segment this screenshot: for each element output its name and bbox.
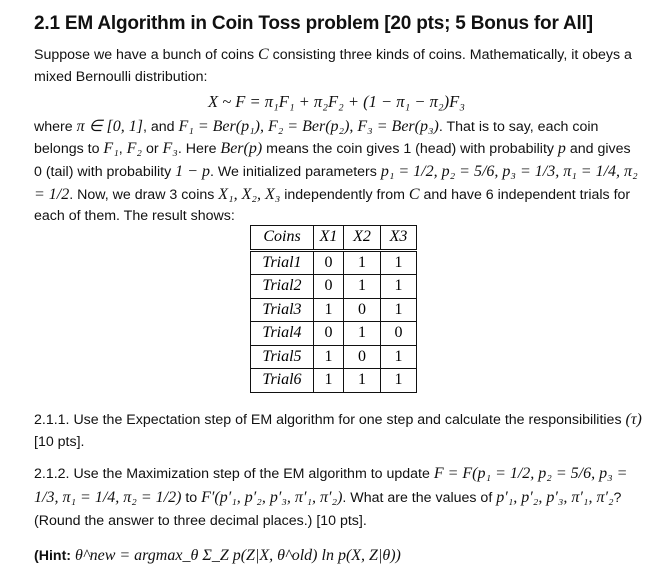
table-row <box>251 298 417 322</box>
definitions-paragraph: where π ∈ [0, 1], and F₁ = Ber(p₁), F₂ = Ber(p₂), F₃ = Ber(p₃). That is to say, each coin belongs to F₁, F₂ or F₃. Here Ber(p) means the coin gives 1 (head) with probability p and gives 0 (tail) with probability 1 − p. We initialized parameters p₁ = 1/2, p₂ = 5/6, p₃ = 1/3, π₁ = 1/4, π₂ = 1/2. Now, we draw 3 coins X₁, X₂, X₃ independently from C and have 6 independent trials for each of them. The result shows: <box>34 117 638 225</box>
trial-label: Trial5 <box>251 345 314 369</box>
table-row <box>251 250 417 275</box>
mixture-equation: X ~ F = π₁F₁ + π₂F₂ + (1 − π₁ − π₂)F₃ <box>208 92 465 112</box>
header-coins: Coins <box>251 226 314 251</box>
header-x1: X1 <box>314 226 344 251</box>
table-row <box>251 275 417 299</box>
cell: 1 <box>381 369 417 393</box>
header-x3: X3 <box>381 226 417 251</box>
cell: 0 <box>344 298 381 322</box>
cell: 1 <box>314 345 344 369</box>
table-row <box>251 345 417 369</box>
results-table <box>250 225 417 393</box>
table-header-row <box>251 226 417 251</box>
cell: 1 <box>381 345 417 369</box>
cell: 1 <box>344 250 381 275</box>
table-row <box>251 322 417 346</box>
cell: 0 <box>381 322 417 346</box>
trial-label: Trial1 <box>251 250 314 275</box>
trial-label: Trial6 <box>251 369 314 393</box>
header-x2: X2 <box>344 226 381 251</box>
intro-paragraph: Suppose we have a bunch of coins C consisting three kinds of coins. Mathematically, it obeys a mixed Bernoulli distribution: <box>34 46 632 85</box>
cell: 1 <box>344 275 381 299</box>
table-row <box>251 369 417 393</box>
question-2-1-1: 2.1.1. Use the Expectation step of EM algorithm for one step and calculate the responsibilities (τ) [10 pts]. <box>34 411 642 450</box>
trial-label: Trial2 <box>251 275 314 299</box>
cell: 1 <box>381 275 417 299</box>
cell: 0 <box>344 345 381 369</box>
cell: 0 <box>314 250 344 275</box>
trial-label: Trial3 <box>251 298 314 322</box>
cell: 0 <box>314 275 344 299</box>
cell: 1 <box>314 298 344 322</box>
section-title: 2.1 EM Algorithm in Coin Toss problem [20 pts; 5 Bonus for All] <box>34 13 593 34</box>
trial-label: Trial4 <box>251 322 314 346</box>
cell: 1 <box>381 250 417 275</box>
cell: 1 <box>314 369 344 393</box>
hint-line: (Hint: θ^new = argmax_θ Σ_Z p(Z|X, θ^old) ln p(X, Z|θ)) <box>34 547 401 564</box>
cell: 1 <box>381 298 417 322</box>
cell: 0 <box>314 322 344 346</box>
cell: 1 <box>344 322 381 346</box>
question-2-1-2: 2.1.2. Use the Maximization step of the EM algorithm to update F = F(p₁ = 1/2, p₂ = 5/6, p₃ = 1/3, π₁ = 1/4, π₂ = 1/2) to F′(p′₁, p′₂, p′₃, π′₁, π′₂). What are the values of p′₁, p′₂, p′₃, π′₁, π′₂? (Round the answer to three decimal places.) [10 pts]. <box>34 465 628 529</box>
cell: 1 <box>344 369 381 393</box>
